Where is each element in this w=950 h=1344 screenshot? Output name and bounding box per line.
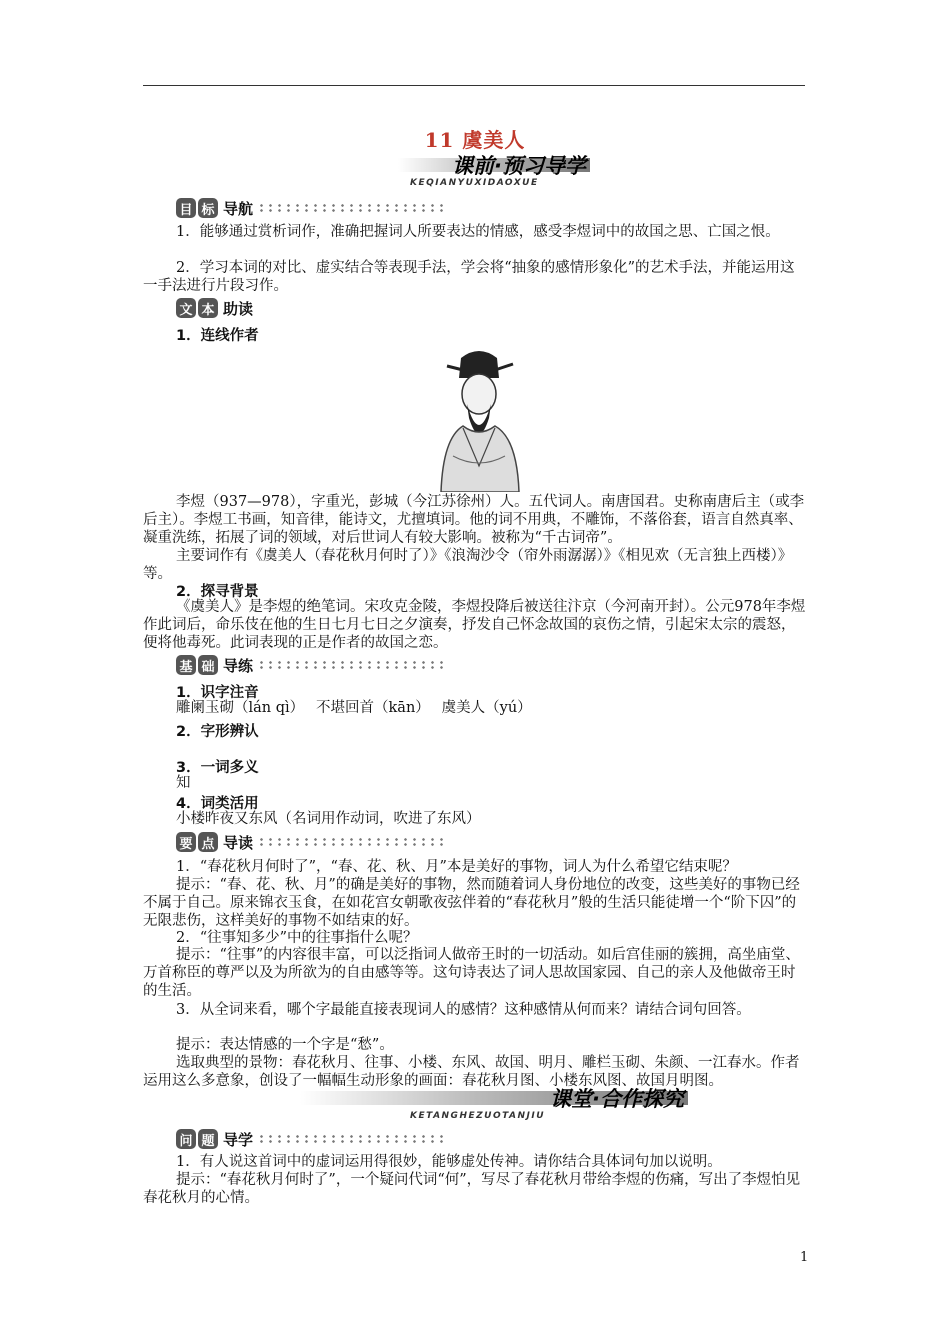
background-paragraph: 《虞美人》是李煜的绝笔词。宋攻克金陵，李煜投降后被送往汴京（今河南开封）。公元978年李煜作此词后，命乐伎在他的生日七月七日之夕演奏，抒发自己怀念故国的哀伤之情，引起宋太宗的震怒，便将他毒死。此词表现的正是作者的故国之恋。 [143, 599, 806, 651]
dotted-rule [257, 660, 447, 670]
author-paragraph: 李煜（937—978），字重光，彭城（今江苏徐州）人。五代词人。南唐国君。史称南唐后主（或李后主）。李煜工书画，知音律，能诗文，尤擅填词。他的词不用典，不雕饰，不落俗套，语言自然真率、凝重洗练，拓展了词的领域，对后世词人有较大影响。被称为“千古词帝”。 [143, 494, 805, 546]
badge: 点 [198, 832, 218, 852]
heading-glyph: 2．字形辨认 [176, 724, 259, 740]
badge: 基 [176, 655, 196, 675]
badge: 础 [198, 655, 218, 675]
dotted-rule [257, 837, 447, 847]
section-label: 导航 [223, 199, 254, 218]
page-number: 1 [800, 1250, 809, 1265]
banner-label: 课堂·合作探究 [550, 1087, 684, 1111]
section-question-guide [176, 1128, 447, 1150]
banner-pinyin: KEQIANYUXIDAOXUE [410, 178, 539, 188]
section-label: 导练 [223, 656, 254, 675]
section-label: 导读 [223, 833, 254, 852]
banner-label: 课前·预习导学 [452, 154, 586, 178]
badge: 文 [176, 298, 196, 318]
answer-3a: 提示：表达情感的一个字是“愁”。 [176, 1037, 394, 1053]
heading-polysemy: 3．一词多义 [176, 760, 259, 776]
word-class-line: 小楼昨夜又东风（名词用作动词，吹进了东风） [176, 811, 481, 827]
polysemy-word: 知 [176, 775, 191, 791]
banner-preview [398, 152, 590, 176]
heading-pronunciation: 1．识字注音 [176, 685, 259, 701]
section-key-points [176, 831, 447, 853]
question-2: 2．“往事知多少”中的往事指什么呢？ [176, 930, 418, 946]
question-1: 1．“春花秋月何时了”，“春、花、秋、月”本是美好的事物，词人为什么希望它结束呢？ [176, 859, 737, 875]
badge: 要 [176, 832, 196, 852]
section-text-help [176, 297, 253, 319]
goal-paragraph-1: 1．能够通过赏析词作，准确把握词人所要表达的情感，感受李煜词中的故国之思、亡国之恨。 [176, 224, 780, 240]
badge: 本 [198, 298, 218, 318]
answer-1: 提示：“春、花、秋、月”的确是美好的事物，然而随着词人身份地位的改变，这些美好的事物已经不属于自己。原来锦衣玉食，在如花宫女朝歌夜弦伴着的“春花秋月”般的生活只能徒增一个“阶下囚”的无限悲伤，这样美好的事物不如结束的好。 [143, 877, 800, 929]
author-works-paragraph: 主要词作有《虞美人（春花秋月何时了）》《浪淘沙令（帘外雨潺潺）》《相见欢（无言独上西楼）》等。 [143, 548, 793, 582]
badge: 问 [176, 1129, 196, 1149]
badge: 标 [198, 198, 218, 218]
section-label: 导学 [223, 1130, 254, 1149]
banner-pinyin: KETANGHEZUOTANJIU [410, 1111, 546, 1121]
goal-paragraph-2: 2．学习本词的对比、虚实结合等表现手法，学会将“抽象的感情形象化”的艺术手法，并能运用这一手法进行片段习作。 [143, 260, 795, 294]
answer-2: 提示：“往事”的内容很丰富，可以泛指词人做帝王时的一切活动。如后宫佳丽的簇拥，高坐庙堂、万首称臣的尊严以及为所欲为的自由感等等。这句诗表达了词人思故国家园、自己的亲人及他做帝王时的生活。 [143, 947, 800, 999]
section-label: 助读 [223, 299, 254, 318]
explore-answer-1: 提示：“春花秋月何时了”，一个疑问代词“何”，写尽了春花秋月带给李煜的伤痛，写出了李煜怕见春花秋月的心情。 [143, 1172, 801, 1206]
badge: 题 [198, 1129, 218, 1149]
dotted-rule [257, 1134, 447, 1144]
header-rule [143, 85, 805, 86]
section-basic-practice [176, 654, 447, 676]
section-goal-nav [176, 197, 447, 219]
banner-classroom [300, 1085, 688, 1109]
heading-background: 2．探寻背景 [176, 584, 259, 600]
question-3: 3．从全词来看，哪个字最能直接表现词人的感情？这种感情从何而来？请结合词句回答。 [176, 1002, 751, 1018]
pronunciation-line: 雕阑玉砌（lán qì） 不堪回首（kān） 虞美人（yú） [176, 700, 532, 716]
answer-3b: 选取典型的景物：春花秋月、往事、小楼、东风、故国、明月、雕栏玉砌、朱颜、一江春水。作者运用这么多意象，创设了一幅幅生动形象的画面：春花秋月图、小楼东风图、故国月明图。 [143, 1055, 800, 1089]
author-portrait-image [433, 346, 525, 492]
heading-word-class: 4．词类活用 [176, 796, 259, 812]
heading-author: 1．连线作者 [176, 328, 259, 344]
badge: 目 [176, 198, 196, 218]
explore-question-1: 1．有人说这首词中的虚词运用得很妙，能够虚处传神。请你结合具体词句加以说明。 [176, 1154, 722, 1170]
page-title: 11 虞美人 [424, 128, 526, 152]
dotted-rule [257, 203, 447, 213]
